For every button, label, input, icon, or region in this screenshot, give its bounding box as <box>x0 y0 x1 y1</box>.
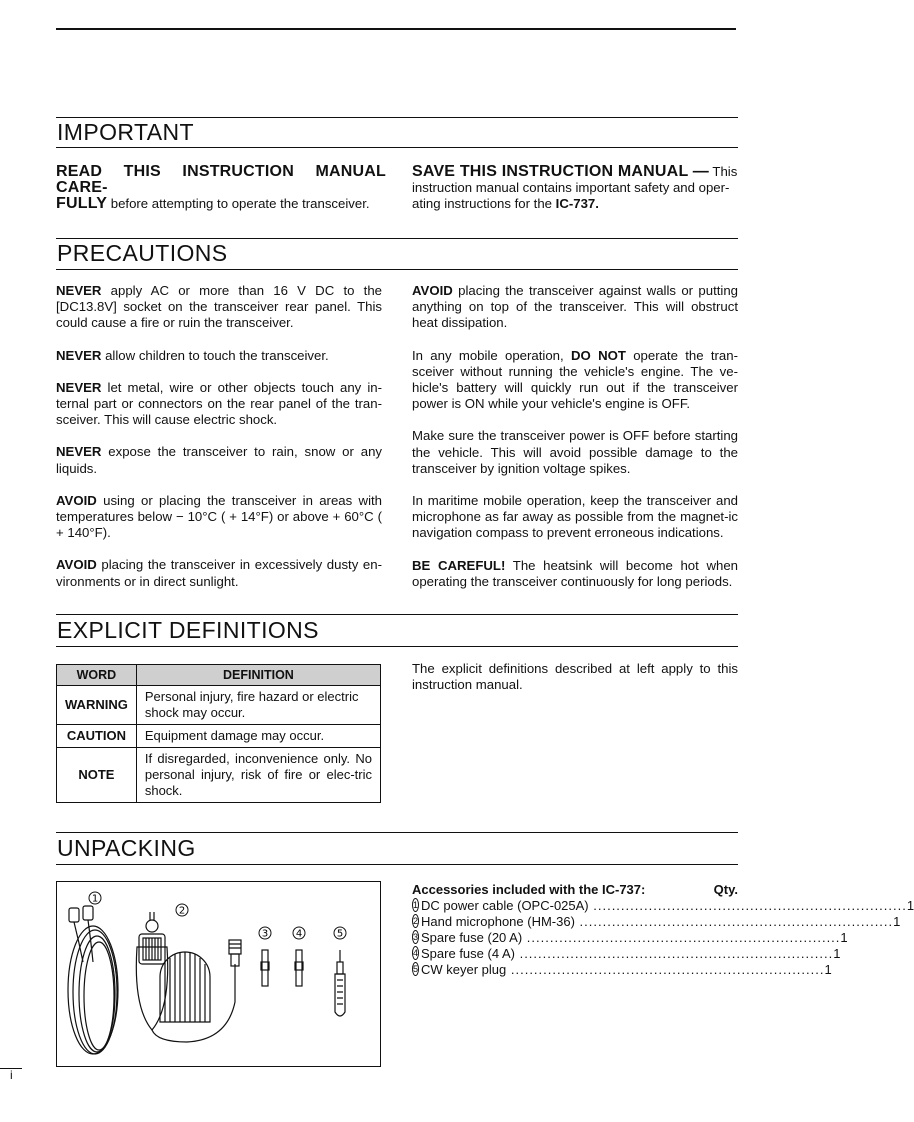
def-text: Personal injury, fire hazard or electric shock may occur. <box>136 686 380 725</box>
hand-microphone-icon <box>136 912 241 1042</box>
list-item <box>412 930 848 946</box>
precautions-right <box>412 283 738 606</box>
col-word-header: WORD <box>57 665 137 686</box>
list-item <box>412 898 914 914</box>
qty-label: Qty. <box>713 882 738 897</box>
definitions-heading: EXPLICIT DEFINITIONS <box>57 617 319 643</box>
item-name: DC power cable (OPC-025A) <box>421 898 589 913</box>
precaution-item: BE CAREFUL! The heatsink will become hot when operating the transceiver continuously for long periods. <box>412 557 738 589</box>
important-left <box>56 164 386 213</box>
list-item <box>412 914 901 930</box>
definitions-note: The explicit definitions described at left apply to this instruction manual. <box>412 661 738 693</box>
leader-dots: .................................................................... <box>506 962 825 977</box>
def-word: CAUTION <box>57 725 137 748</box>
precautions-heading: PRECAUTIONS <box>57 240 228 266</box>
important-right-bold: SAVE THIS INSTRUCTION MANUAL — <box>412 163 709 180</box>
item-qty: 1 <box>824 962 832 977</box>
item-qty: 1 <box>840 930 848 945</box>
precaution-item: Make sure the transceiver power is OFF before starting the vehicle. This will avoid possible damage to the transceiver by ignition voltage spikes. <box>412 428 738 476</box>
important-heading: IMPORTANT <box>57 119 194 145</box>
accessories-title: Accessories included with the IC-737: <box>412 882 646 897</box>
definitions-rule-top <box>56 614 738 615</box>
cw-keyer-plug-icon <box>335 950 345 1016</box>
definitions-rule-bottom <box>56 646 738 647</box>
accessories-list <box>412 882 914 978</box>
page-number: i <box>10 1068 13 1082</box>
col-definition-header: DEFINITION <box>136 665 380 686</box>
leader-dots: .................................................................... <box>522 930 841 945</box>
precautions-rule-top <box>56 238 738 239</box>
precaution-item: NEVER expose the transceiver to rain, snow or any liquids. <box>56 444 382 476</box>
important-right-text: This instruction manual contains important safety and oper-ating instructions for the <box>412 164 738 212</box>
unpacking-rule-bottom <box>56 864 738 865</box>
def-text: If disregarded, inconvenience only. No personal injury, risk of fire or elec-tric shock. <box>136 748 380 803</box>
definitions-header-row <box>57 665 381 686</box>
table-row <box>57 725 381 748</box>
precaution-item: AVOID using or placing the transceiver in areas with temperatures below − 10°C ( + 14°F) or above + 60°C ( + 140°F). <box>56 492 382 541</box>
precaution-item: NEVER apply AC or more than 16 V DC to the [DC13.8V] socket on the transceiver rear panel. This could cause a fire or ruin the transceiver. <box>56 283 382 331</box>
list-item <box>412 946 841 962</box>
important-left-bold-1: READ THIS INSTRUCTION MANUAL CARE- <box>56 163 386 197</box>
table-row <box>57 686 381 725</box>
important-model: IC-737. <box>555 196 599 212</box>
leader-dots: .................................................................... <box>574 914 894 929</box>
spare-fuse-icon <box>261 950 303 986</box>
precaution-item: In maritime mobile operation, keep the transceiver and microphone as far away as possible from the magnet-ic navigation compass to prevent erroneous indications. <box>412 493 738 541</box>
list-item <box>412 962 832 978</box>
item-number: 3 <box>413 932 419 942</box>
callout-4: 4 <box>295 928 303 940</box>
leader-dots: .................................................................... <box>588 898 907 913</box>
callout-3: 3 <box>261 928 269 940</box>
important-rule-bottom <box>56 147 738 148</box>
item-qty: 1 <box>906 898 914 913</box>
important-left-bold-2: FULLY <box>56 195 108 213</box>
important-left-text: before attempting to operate the transceiver. <box>107 196 370 212</box>
dc-cable-icon <box>68 906 118 1054</box>
item-number: 1 <box>413 900 419 910</box>
item-name: Hand microphone (HM-36) <box>421 914 575 929</box>
table-row <box>57 748 381 803</box>
item-qty: 1 <box>833 946 841 961</box>
important-right <box>412 164 738 213</box>
precaution-item: AVOID placing the transceiver against walls or putting anything on top of the transceiver. This will obstruct heat dissipation. <box>412 283 738 331</box>
precaution-item: NEVER let metal, wire or other objects touch any in-ternal part or connectors on the rear panel of the tran-sceiver. This will cause electric shock. <box>56 379 382 428</box>
def-word: WARNING <box>57 686 137 725</box>
definitions-table <box>56 664 381 803</box>
precautions-left <box>56 283 382 606</box>
item-name: CW keyer plug <box>421 962 507 977</box>
precaution-item: NEVER allow children to touch the transceiver. <box>56 347 329 363</box>
precaution-item: In any mobile operation, DO NOT operate the tran-sceiver without running the vehicle's engine. The ve-hicle's battery will quickly run out if the transceiver power is ON while your vehicle's engine is OFF. <box>412 347 738 412</box>
item-name: Spare fuse (20 A) <box>421 930 523 945</box>
leader-dots: .................................................................... <box>514 946 834 961</box>
unpacking-heading: UNPACKING <box>57 835 196 861</box>
precaution-item: AVOID placing the transceiver in excessively dusty en-vironments or in direct sunlight. <box>56 557 382 589</box>
callout-1: 1 <box>91 893 99 905</box>
precautions-rule-bottom <box>56 269 738 270</box>
accessories-drawing <box>57 882 380 1066</box>
item-name: Spare fuse (4 A) <box>421 946 515 961</box>
item-number: 2 <box>413 916 419 926</box>
item-qty: 1 <box>893 914 901 929</box>
item-number: 5 <box>413 964 419 974</box>
accessories-illustration <box>56 881 381 1067</box>
def-text: Equipment damage may occur. <box>136 725 380 748</box>
important-rule-top <box>56 117 738 118</box>
callout-2: 2 <box>178 905 186 917</box>
top-rule <box>56 28 736 30</box>
item-number: 4 <box>413 948 419 958</box>
callout-5: 5 <box>336 928 344 940</box>
def-word: NOTE <box>57 748 137 803</box>
unpacking-rule-top <box>56 832 738 833</box>
